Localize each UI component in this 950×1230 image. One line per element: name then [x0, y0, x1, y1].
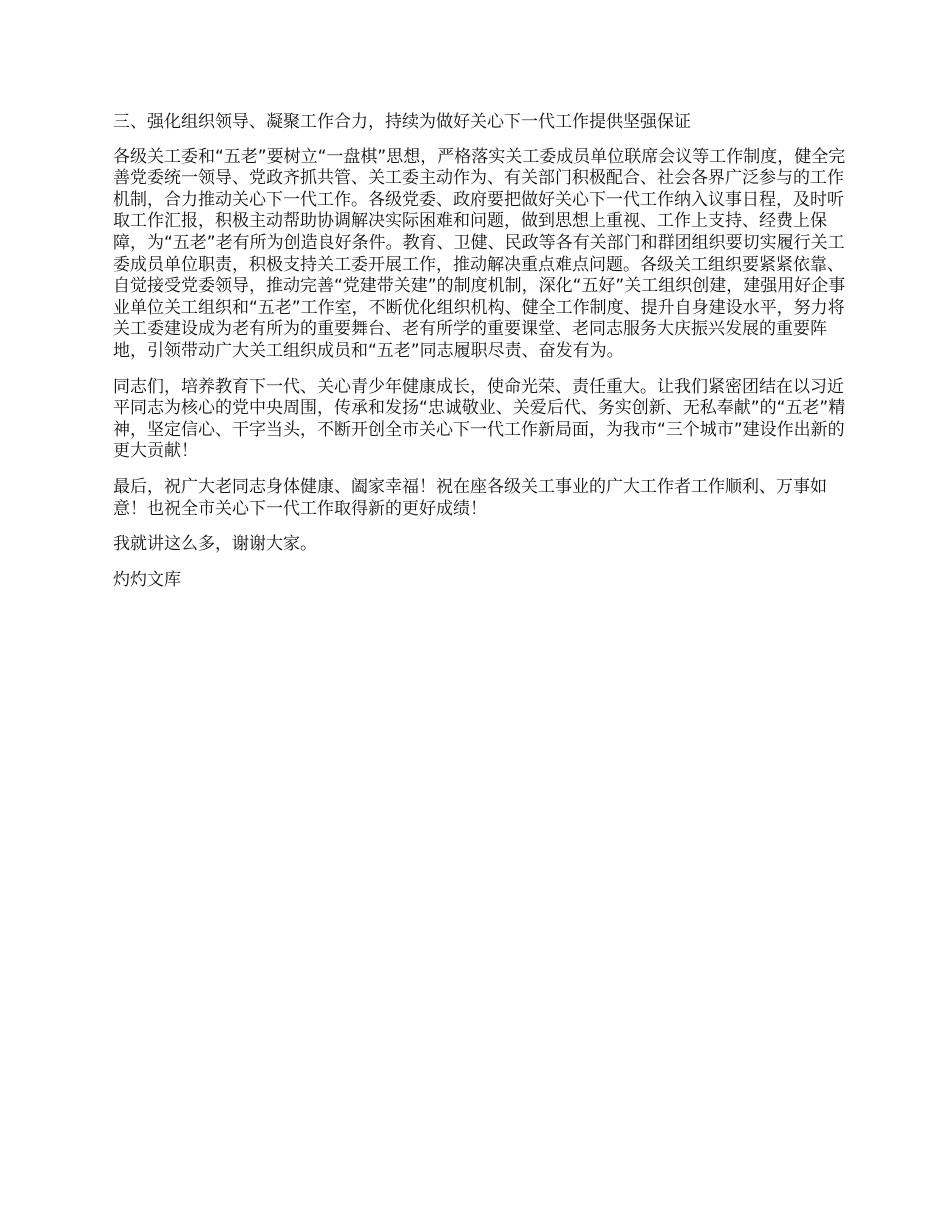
paragraph-closing-wishes: 最后，祝广大老同志身体健康、阖家幸福！祝在座各级关工事业的广大工作者工作顺利、万事如意！也祝全市关心下一代工作取得新的更好成绩！ — [113, 476, 827, 519]
paragraph-comrades: 同志们，培养教育下一代、关心青少年健康成长，使命光荣、责任重大。让我们紧密团结在以习近平同志为核心的党中央周围，传承和发扬“忠诚敬业、关爱后代、务实创新、无私奉献”的“五老”精神，坚定信心、干字当头，不断开创全市关心下一代工作新局面，为我市“三个城市”建设作出新的更大贡献！ — [113, 376, 846, 462]
section-heading: 三、强化组织领导、凝聚工作合力，持续为做好关心下一代工作提供坚强保证 — [113, 112, 691, 132]
paragraph-thanks: 我就讲这么多，谢谢大家。 — [113, 534, 317, 555]
source-attribution: 灼灼文库 — [113, 569, 181, 590]
paragraph-organization: 各级关工委和“五老”要树立“一盘棋”思想，严格落实关工委成员单位联席会议等工作制度，健全完善党委统一领导、党政齐抓共管、关工委主动作为、有关部门积极配合、社会各界广泛参与的工作机制，合力推动关心下一代工作。各级党委、政府要把做好关心下一代工作纳入议事日程，及时听取工作汇报，积极主动帮助协调解决实际困难和问题，做到思想上重视、工作上支持、经费上保障，为“五老”老有所为创造良好条件。教育、卫健、民政等各有关部门和群团组织要切实履行关工委成员单位职责，积极支持关工委开展工作，推动解决重点难点问题。各级关工组织要紧紧依靠、自觉接受党委领导，推动完善“党建带关建”的制度机制，深化“五好”关工组织创建，建强用好企事业单位关工组织和“五老”工作室，不断优化组织机构、健全工作制度、提升自身建设水平，努力将关工委建设成为老有所为的重要舞台、老有所学的重要课堂、老同志服务大庆振兴发展的重要阵地，引领带动广大关工组织成员和“五老”同志履职尽责、奋发有为。 — [113, 146, 846, 361]
document-body — [113, 112, 858, 605]
